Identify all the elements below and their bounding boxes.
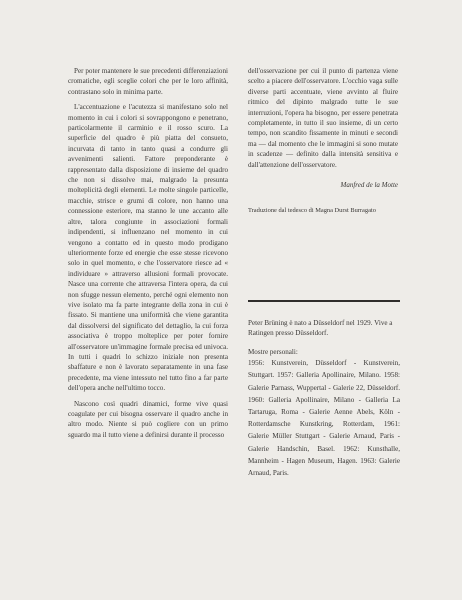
- right-text-column: [248, 66, 398, 215]
- paragraph-2: L'accentuazione e l'acutezza si manifestano solo nel momento in cui i colori si sovrappongono e penetrano, particolarmente il carminio e il rosso scuro. La superficie del quadro è più piatta del consueto, incurvata di tanto in tanto quasi a condurre gli avvenimenti salienti. Fattore preponderante è rappresentato dalla disposizione di insieme del quadro che non si dissolve mai, malgrado la presunta molteplicità degli elementi. Le molte singole particelle, macchie, strisce e grumi di colore, non hanno una connessione esteriore, ma stanno le une accanto alle altre, talora congiunte in associazioni formali indipendenti, si influenzano nel momento in cui vengono a contatto ed in questo modo prodigano ulteriormente forze ed energie che esse stesse ricevono solo in quel momento, e che l'osservatore riesce ad « individuare » attraverso allusioni formali provocate. Nasce una corrente che attraversa l'intera opera, da cui non sfugge nessun elemento, perché ogni elemento non vive isolato ma fa parte integrante della zona in cui è fissato. Si mantiene una uniformità che viene garantita dal dissolversi del significato del dettaglio, la cui forza associativa è troppo molteplice per poter fornire all'osservatore un'immagine formale precisa ed univoca. In tutti i quadri lo schizzo iniziale non presenta sbaffature e non è lavorato separatamente in una fase precedente, ma viene intessuto nel tutto fino a far parte dell'opera anche nell'ultimo tocco.: [68, 103, 228, 393]
- translation-note: Traduzione dal tedesco di Magna Durst Burragato: [248, 207, 376, 215]
- author-signature: Manfred de la Motte: [340, 181, 398, 190]
- exhibitions-list: 1956: Kunstverein, Düsseldorf - Kunstverein, Stuttgart. 1957: Galleria Apollinaire, Milano. 1958: Galerie Parnass, Wuppertal - Galerie 22, Düsseldorf. 1960: Galleria Apollinaire, Milano - Galleria La Tartaruga, Roma - Galerie Aenne Abels, Köln - Rotterdamsche Kunstkring, Rotterdam, 1961: Galerie Müller Stuttgart - Galerie Arnaud, Paris - Galerie Handschin, Basel. 1962: Kunsthalle, Mannheim - Hagen Museum, Hagen. 1963: Galerie Arnaud, Paris.: [248, 359, 400, 478]
- paragraph-continued: dell'osservazione per cui il punto di partenza viene scelto a piacere dell'osservatore. L'occhio vaga sulle diverse parti accentuate, viene avvinto al fluire ritmico del dipinto malgrado tutte le sue interruzioni, l'opera ha bisogno, per essere penetrata completamente, in tutto il suo insieme, di un certo tempo, non scandito fissamente in minuti e secondi ma — dal momento che le immagini si sono mutate in scadenze — definito dalla intensità sensitiva e dall'attenzione dell'osservatore.: [248, 67, 398, 169]
- artist-biography: [248, 318, 400, 479]
- section-divider: [248, 300, 400, 302]
- paragraph-3: Nascono così quadri dinamici, forme vive quasi coagulate per cui bisogna osservare il quadro anche in altro modo. Niente si può cogliere con un primo sguardo ma il tutto viene a definirsi durante il processo: [68, 399, 228, 439]
- biography-intro: Peter Brüning è nato a Düsseldorf nel 1929. Vive a Ratingen presso Düsseldorf.: [248, 319, 393, 338]
- left-text-column: [68, 66, 228, 440]
- exhibitions-heading: Mostre personali:: [248, 347, 298, 356]
- paragraph-1: Per poter mantenere le sue precedenti differenziazioni cromatiche, egli sceglie colori che per le loro affinità, contrastano solo in minima parte.: [68, 67, 228, 96]
